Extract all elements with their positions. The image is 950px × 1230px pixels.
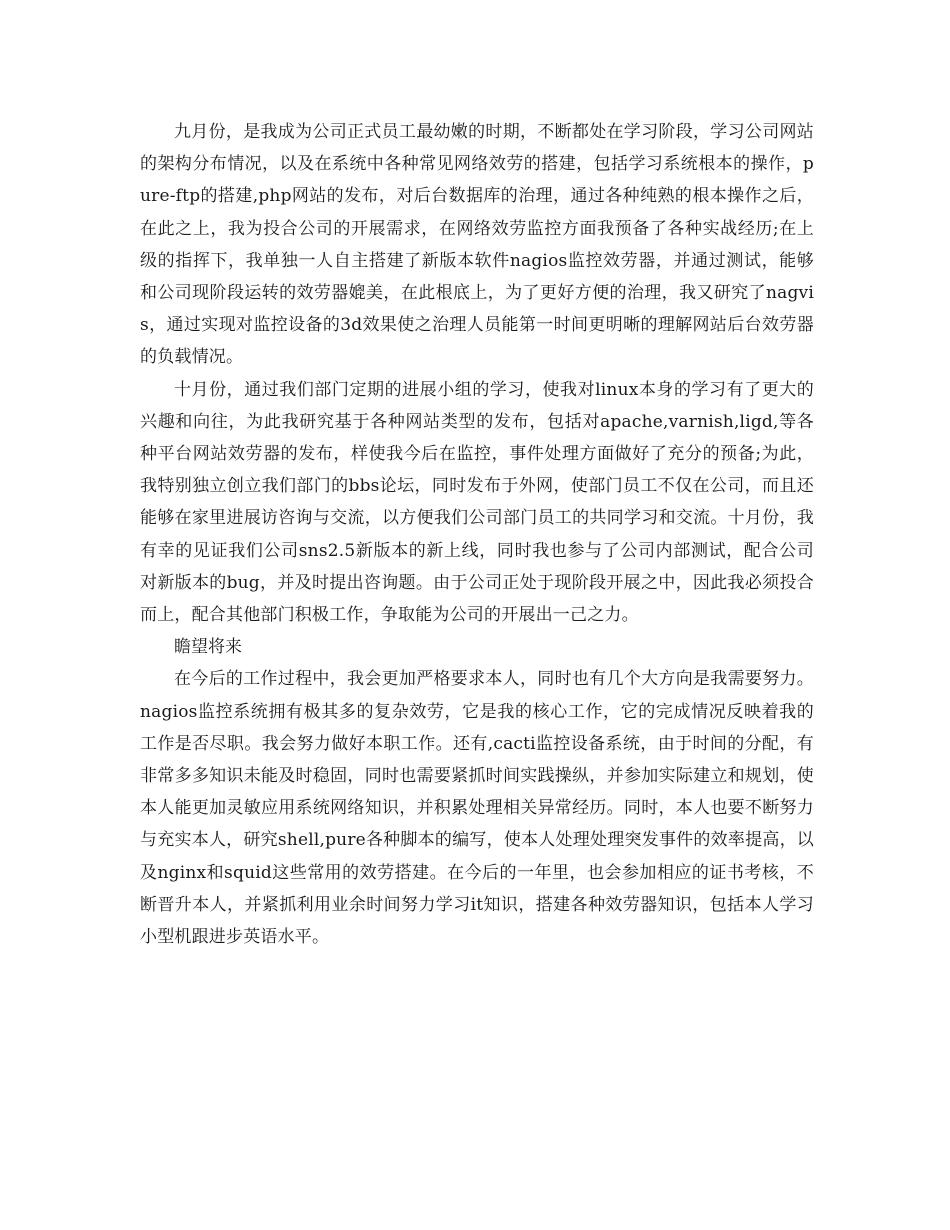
paragraph-october: 十月份，通过我们部门定期的进展小组的学习，使我对linux本身的学习有了更大的兴趣和向往，为此我研究基于各种网站类型的发布，包括对apache,varnish,ligd,等各种平台网站效劳器的发布，样使我今后在监控，事件处理方面做好了充分的预备;为此，我特别独立创立我们部门的bbs论坛，同时发布于外网，使部门员工不仅在公司，而且还能够在家里进展访咨询与交流，以方便我们公司部门员工的共同学习和交流。十月份，我有幸的见证我们公司sns2.5新版本的新上线，同时我也参与了公司内部测试，配合公司对新版本的bug，并及时提出咨询题。由于公司正处于现阶段开展之中，因此我必须投合而上，配合其他部门积极工作，争取能为公司的开展出一己之力。 (140, 379, 814, 626)
document-body (140, 116, 814, 953)
section-heading: 瞻望将来 (174, 637, 242, 658)
paragraph-future-plan: 在今后的工作过程中，我会更加严格要求本人，同时也有几个大方向是我需要努力。nagios监控系统拥有极其多的复杂效劳，它是我的核心工作，它的完成情况反映着我的工作是否尽职。我会努力做好本职工作。还有,cacti监控设备系统，由于时间的分配，有非常多多知识未能及时稳固，同时也需要紧抓时间实践操纵，并参加实际建立和规划，使本人能更加灵敏应用系统网络知识，并积累处理相关异常经历。同时，本人也要不断努力与充实本人，研究shell,pure各种脚本的编写，使本人处理处理突发事件的效率提高，以及nginx和squid这些常用的效劳搭建。在今后的一年里，也会参加相应的证书考核，不断晋升本人，并紧抓利用业余时间努力学习it知识，搭建各种效劳器知识，包括本人学习小型机跟进步英语水平。 (140, 669, 814, 948)
paragraph-september: 九月份，是我成为公司正式员工最幼嫩的时期，不断都处在学习阶段，学习公司网站的架构分布情况，以及在系统中各种常见网络效劳的搭建，包括学习系统根本的操作，pure-ftp的搭建,php网站的发布，对后台数据库的治理，通过各种纯熟的根本操作之后，在此之上，我为投合公司的开展需求，在网络效劳监控方面我预备了各种实战经历;在上级的指挥下，我单独一人自主搭建了新版本软件nagios监控效劳器，并通过测试，能够和公司现阶段运转的效劳器媲美，在此根底上，为了更好方便的治理，我又研究了nagvis，通过实现对监控设备的3d效果使之治理人员能第一时间更明晰的理解网站后台效劳器的负载情况。 (140, 122, 814, 368)
